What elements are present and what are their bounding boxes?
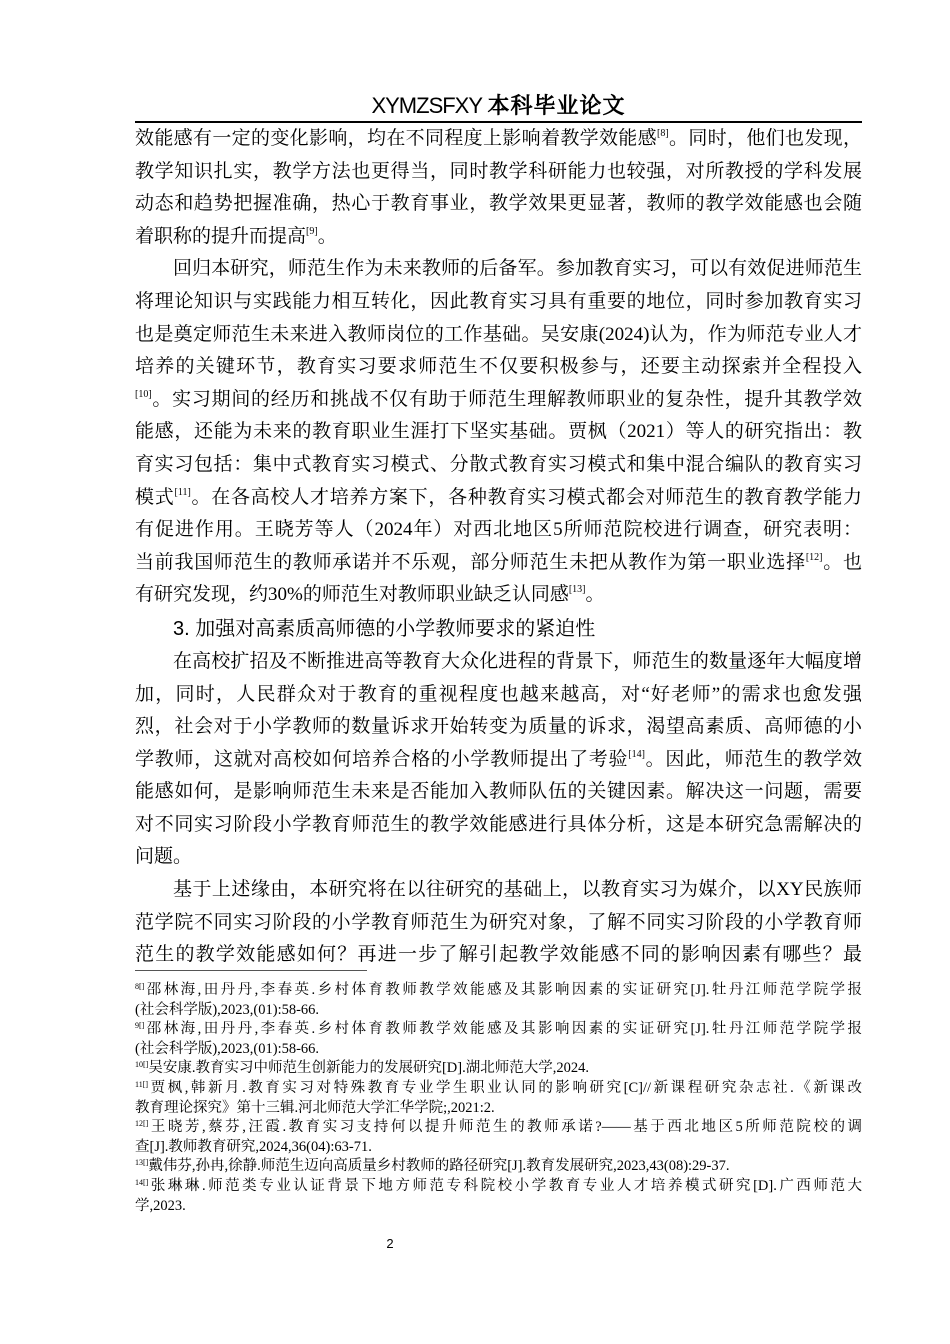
paragraph: [135, 646, 862, 874]
text-segment: 。同时，他们也发现，: [668, 128, 862, 149]
text-segment: 对不同实习阶段小学教育师范生的教学效能感进行具体分析，这是本研究急需解决的: [135, 813, 862, 835]
citation-superscript: [10]: [135, 388, 152, 400]
footnote-line: [135, 1197, 862, 1217]
text-line: [135, 646, 862, 679]
text-line: [135, 711, 862, 744]
text-segment: 学教师，这就对高校如何培养合格的小学教师提出了考验: [135, 748, 629, 770]
citation-superscript: [9]: [306, 225, 318, 237]
text-line: [135, 188, 862, 221]
footnote-line: [135, 1157, 862, 1177]
text-segment: 着职称的提升而提高: [135, 225, 307, 247]
text-segment: 烈，社会对于小学教师的数量诉求开始转变为质量的诉求，渴望高素质、高师德的小: [135, 716, 862, 738]
footnote-text: (社会科学版),2023,(01):58-66.: [135, 1040, 320, 1057]
text-line: [135, 384, 862, 417]
footnote-line: [135, 1079, 862, 1099]
text-segment: 动态和趋势把握准确，热心于教育事业，教学效果更显著，教师的教学效能感也会随: [135, 193, 862, 215]
text-segment: 能感，还能为未来的教育职业生涯打下坚实基础。贾枫（2021）等人的研究指出：教: [135, 421, 862, 443]
text-segment: 教学知识扎实，教学方法也更得当，同时教学科研能力也较强，对所教授的学科发展: [135, 160, 862, 182]
citation-superscript: [13]: [568, 584, 586, 596]
text-line: [135, 449, 862, 482]
text-line: [135, 874, 862, 907]
text-line: [135, 253, 862, 286]
footnote-line: [135, 1118, 862, 1138]
footnote-text: (社会科学版),2023,(01):58-66.: [135, 1001, 320, 1018]
footnote-line: [135, 1138, 862, 1158]
text-line: [135, 221, 862, 254]
text-segment: 。因此，师范生的教学效: [644, 748, 862, 770]
text-line: [135, 514, 862, 547]
footnote-line: [135, 1001, 862, 1021]
citation-superscript: [12]: [805, 551, 823, 563]
text-segment: 问题。: [135, 846, 193, 868]
footnote-text: 查[J].教师教育研究,2024,36(04):63-71.: [135, 1138, 372, 1155]
text-line: [135, 547, 862, 580]
text-line: [135, 351, 862, 384]
text-segment: 。在各高校人才培养方案下，各种教育实习模式都会对师范生的教育教学能力: [190, 486, 862, 508]
footnote-mark: 14[]: [135, 1177, 149, 1187]
text-segment: 。实习期间的经历和挑战不仅有助于师范生理解教师职业的复杂性，提升其教学效: [151, 388, 862, 410]
text-segment: 也是奠定师范生未来进入教师岗位的工作基础。吴安康(2024)认为，作为师范专业人才: [135, 323, 862, 345]
text-line: [135, 123, 862, 156]
text-segment: 范生的教学效能感如何？再进一步了解引起教学效能感不同的影响因素有哪些？最: [135, 944, 862, 966]
footnote-text: 吴安康.教育实习中师范生创新能力的发展研究[D].湖北师范大学,2024.: [148, 1060, 589, 1077]
text-segment: 效能感有一定的变化影响，均在不同程度上影响着教学效能感: [135, 128, 657, 149]
footnote-text: 张琳琳.师范类专业认证背景下地方师范专科院校小学教育专业人才培养模式研究[D].广西师范大: [148, 1177, 862, 1194]
text-segment: 范学院不同实习阶段的小学教育师范生为研究对象，了解不同实习阶段的小学教育师: [135, 911, 862, 933]
footnote-line: [135, 1040, 862, 1060]
text-segment: 将理论知识与实践能力相互转化，因此教育实习具有重要的地位，同时参加教育实习: [135, 290, 862, 312]
section-heading: 3. 加强对高素质高师德的小学教师要求的紧迫性: [173, 617, 596, 640]
citation-superscript: [14]: [628, 748, 645, 760]
footnotes: [135, 981, 862, 1216]
citation-superscript: [11]: [174, 486, 191, 498]
footnote-mark: 9[]: [135, 1021, 145, 1031]
footnote-text: 戴伟芬,孙冉,徐静.师范生迈向高质量乡村教师的路径研究[J].教育发展研究,2023,43(08):29-37.: [148, 1158, 730, 1175]
text-line: [135, 579, 862, 612]
paragraph: [135, 123, 862, 253]
footnote-mark: 10[]: [135, 1060, 149, 1070]
text-segment: 在高校扩招及不断推进高等教育大众化进程的背景下，师范生的数量逐年大幅度增: [173, 650, 862, 672]
text-line: [135, 482, 862, 515]
header-code: XYMZSFXY: [371, 93, 483, 118]
footnote-separator: [135, 970, 367, 971]
paragraph: [135, 874, 862, 972]
text-line: [135, 156, 862, 189]
text-segment: 。: [317, 225, 337, 247]
footnote-text: 学,2023.: [135, 1197, 186, 1214]
page-header: [135, 92, 862, 120]
footnote-mark: 13[]: [135, 1158, 149, 1168]
footnote-line: [135, 981, 862, 1001]
text-line: [135, 939, 862, 972]
footnote-mark: 8[]: [135, 982, 145, 991]
footnote-line: [135, 1099, 862, 1119]
footnote-text: 贾枫,韩新月.教育实习对特殊教育专业学生职业认同的影响研究[C]//新课程研究杂志社.《新课改: [148, 1079, 862, 1096]
text-line: [135, 809, 862, 842]
text-line: [135, 416, 862, 449]
text-segment: 加，同时，人民群众对于教育的重视程度也越来越高，对“好老师”的需求也愈发强: [135, 683, 862, 705]
footnote-line: [135, 1020, 862, 1040]
text-segment: 。也: [822, 551, 862, 573]
paragraph: [135, 253, 862, 612]
header-title: 本科毕业论文: [487, 93, 626, 118]
footnote-line: [135, 1059, 862, 1079]
text-segment: 当前我国师范生的教师承诺并不乐观，部分师范生未把从教作为第一职业选择: [135, 551, 806, 573]
text-line: [135, 841, 862, 874]
footnote-text: 邵林海,田丹丹,李春英.乡村体育教师教学效能感及其影响因素的实证研究[J].牡丹江师范学院学报: [144, 1021, 862, 1038]
footnote-text: 邵林海,田丹丹,李春英.乡村体育教师教学效能感及其影响因素的实证研究[J].牡丹江师范学院学报: [144, 982, 862, 998]
text-segment: 基于上述缘由，本研究将在以往研究的基础上，以教育实习为媒介，以XY民族师: [173, 879, 862, 901]
footnote-mark: 12[]: [135, 1119, 149, 1129]
text-line: [135, 286, 862, 319]
footnote-line: [135, 1177, 862, 1197]
text-line: [135, 744, 862, 777]
text-segment: 培养的关键环节，教育实习要求师范生不仅要积极参与，还要主动探索并全程投入: [135, 356, 862, 378]
text-segment: 能感如何，是影响师范生未来是否能加入教师队伍的关键因素。解决这一问题，需要: [135, 781, 862, 803]
text-segment: 回归本研究，师范生作为未来教师的后备军。参加教育实习，可以有效促进师范生: [173, 258, 862, 280]
text-segment: 育实习包括：集中式教育实习模式、分散式教育实习模式和集中混合编队的教育实习: [135, 453, 862, 475]
text-segment: 。: [585, 584, 605, 606]
text-segment: 有研究发现，约30%的师范生对教师职业缺乏认同感: [135, 584, 569, 606]
text-line: [135, 319, 862, 352]
footnote-text: 教育理论探究》第十三辑.河北师范大学汇华学院;,2021:2.: [135, 1099, 495, 1116]
footnote-mark: 11[]: [135, 1079, 149, 1089]
citation-superscript: [8]: [656, 128, 669, 139]
text-line: [135, 907, 862, 940]
text-line: [135, 776, 862, 809]
page-number: 2: [386, 1236, 394, 1251]
text-segment: 模式: [135, 486, 175, 508]
text-line: [135, 679, 862, 712]
footnote-text: 王晓芳,蔡芬,汪霞.教育实习支持何以提升师范生的教师承诺?——基于西北地区5所师范院校的调: [148, 1119, 862, 1136]
body-text: [135, 123, 862, 972]
text-segment: 有促进作用。王晓芳等人（2024年）对西北地区5所师范院校进行调查，研究表明：: [135, 519, 862, 541]
